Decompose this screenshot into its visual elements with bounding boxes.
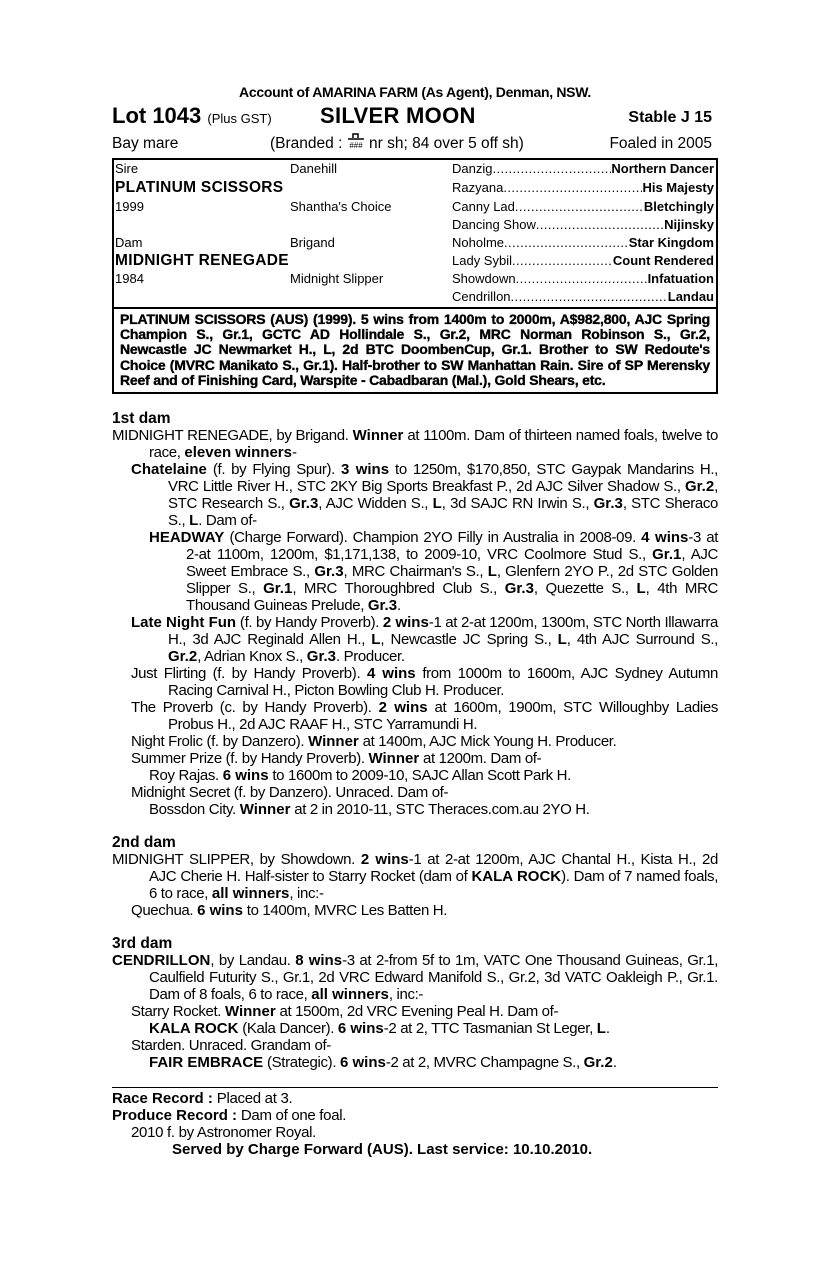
text: .: [605, 1020, 610, 1038]
text: (Kala Dancer).: [238, 1020, 338, 1038]
text: .: [612, 1054, 617, 1072]
family-entry: [112, 699, 718, 733]
records: [112, 1090, 718, 1158]
gst-note: (Plus GST): [207, 111, 272, 126]
produce-record-value: Dam of one foal.: [237, 1107, 347, 1125]
family-entry: [112, 427, 718, 461]
brand-prefix: (Branded :: [270, 135, 343, 152]
bold-text: Winner: [368, 750, 420, 768]
text: , 4th MRC Thousand Guineas Prelude,: [186, 580, 718, 615]
text: (f. by Flying Spur).: [206, 461, 341, 479]
service-note: Served by Charge Forward (AUS). Last service: 10.10.2010.: [172, 1141, 593, 1159]
family-entry: [112, 529, 718, 614]
bold-text: Gr.3: [504, 580, 534, 598]
bold-text: eleven winners: [184, 444, 292, 462]
stable-number: Stable J 15: [628, 109, 712, 126]
family-entry: [112, 801, 718, 818]
family-entry: [112, 1020, 718, 1037]
lot-line: [112, 102, 718, 130]
ancestor-dam: Lady Sybil: [452, 253, 512, 268]
bold-text: Gr.2: [583, 1054, 613, 1072]
lot-number: [112, 102, 272, 133]
race-record: [112, 1090, 718, 1107]
foaled-year: Foaled in 2005: [609, 135, 712, 152]
brand-mark-icon: [347, 131, 365, 151]
bold-text: Winner: [308, 733, 359, 751]
catalogue-page: [112, 82, 718, 1158]
family-section: [112, 935, 718, 1071]
brand-suffix: nr sh; 84 over 5 off sh): [369, 135, 524, 152]
dam-dam: Midnight Slipper: [290, 271, 384, 286]
bold-text: L: [432, 495, 442, 513]
bold-text: 4 wins: [366, 665, 416, 683]
dam-year: 1984: [115, 271, 144, 286]
text: , AJC Sweet Embrace S.,: [186, 546, 718, 581]
sire-year: 1999: [115, 199, 144, 214]
bold-text: L: [487, 563, 497, 581]
third-gen-row: [452, 252, 714, 270]
bold-text: Gr.3: [306, 648, 336, 666]
text: Summer Prize (f. by Handy Proverb).: [131, 750, 369, 768]
bold-text: all winners: [311, 986, 389, 1004]
bold-text: Gr.2: [168, 648, 198, 666]
text: from 1000m to 1600m, AJC Sydney Autumn Racing Carnival H., Picton Bowling Club H. Producer.: [168, 665, 718, 700]
text: -2 at 2, TTC Tasmanian St Leger,: [383, 1020, 597, 1038]
ancestor-sire: Northern Dancer: [611, 161, 714, 176]
bold-text: Late Night Fun: [131, 614, 237, 632]
text: , inc:-: [289, 885, 324, 903]
text: , inc:-: [388, 986, 424, 1004]
text: Quechua.: [131, 902, 198, 920]
text: (f. by Handy Proverb).: [236, 614, 383, 632]
family-section: [112, 834, 718, 919]
race-record-label: Race Record :: [112, 1090, 213, 1108]
family-entry: [112, 750, 718, 767]
text: to 1400m, MVRC Les Batten H.: [242, 902, 448, 920]
text: at 1100m. Dam of thirteen named foals, twelve to race,: [149, 427, 718, 462]
bold-text: L: [189, 512, 199, 530]
text: , 3d SAJC RN Irwin S.,: [441, 495, 594, 513]
lot-label: Lot 1043: [112, 103, 202, 128]
text: MIDNIGHT RENEGADE, by Brigand.: [112, 427, 353, 445]
text: Just Flirting (f. by Handy Proverb).: [131, 665, 367, 683]
bold-text: L: [557, 631, 567, 649]
horse-name: SILVER MOON: [320, 103, 476, 128]
text: , by Landau.: [210, 952, 296, 970]
ancestor-sire: Bletchingly: [643, 199, 714, 214]
text: , STC Research S.,: [168, 478, 718, 513]
ancestor-dam: Dancing Show: [452, 217, 536, 232]
text: -2 at 2, MVRC Champagne S.,: [385, 1054, 584, 1072]
text: (Charge Forward). Champion 2YO Filly in Australia in 2008-09.: [224, 529, 642, 547]
dot-leader: [512, 252, 613, 270]
section-heading: 2nd dam: [112, 834, 176, 852]
dot-leader: [504, 234, 629, 252]
text: MIDNIGHT SLIPPER, by Showdown.: [112, 851, 361, 869]
third-gen-row: [452, 234, 714, 252]
bold-text: FAIR EMBRACE: [149, 1054, 264, 1072]
family-entry: [112, 614, 718, 665]
text: to 1600m to 2009-10, SAJC Allan Scott Park H.: [268, 767, 571, 785]
text: Midnight Secret (f. by Danzero). Unraced. Dam of-: [131, 784, 449, 802]
bold-text: Winner: [352, 427, 404, 445]
family-entry: [112, 461, 718, 529]
dot-leader: [536, 216, 664, 234]
bold-text: Gr.1: [263, 580, 293, 598]
bold-text: Gr.3: [593, 495, 623, 513]
bold-text: Winner: [224, 1003, 276, 1021]
bold-text: L: [371, 631, 381, 649]
text: at 1200m. Dam of-: [419, 750, 542, 768]
text: , AJC Widden S.,: [318, 495, 433, 513]
dot-leader: [503, 179, 642, 197]
family-entry: [112, 1037, 718, 1054]
bold-text: KALA ROCK: [149, 1020, 239, 1038]
ancestor-sire: Star Kingdom: [628, 235, 714, 250]
text: at 1400m, AJC Mick Young H. Producer.: [358, 733, 617, 751]
family-entry: [112, 952, 718, 1003]
ancestor-dam: Canny Lad: [452, 199, 515, 214]
bold-text: L: [636, 580, 646, 598]
bold-text: Gr.1: [652, 546, 682, 564]
family-entry: [112, 1003, 718, 1020]
bold-text: 8 wins: [295, 952, 343, 970]
text: Roy Rajas.: [149, 767, 223, 785]
ancestor-sire: Infatuation: [647, 271, 714, 286]
dot-leader: [516, 270, 648, 288]
description-line: [112, 130, 718, 158]
family-entry: [112, 902, 718, 919]
bold-text: 6 wins: [337, 1020, 384, 1038]
bold-text: 2 wins: [382, 614, 429, 632]
bold-text: 2 wins: [360, 851, 409, 869]
text: -3 at 2-at 1100m, 1200m, $1,171,138, to 2009-10, VRC Coolmore Stud S.,: [186, 529, 719, 564]
section-heading: 1st dam: [112, 410, 171, 428]
bold-text: 6 wins: [339, 1054, 386, 1072]
text: at 1600m, 1900m, STC Willoughby Ladies Probus H., 2d AJC RAAF H., STC Yarramundi H.: [168, 699, 718, 734]
race-record-value: Placed at 3.: [212, 1090, 293, 1108]
text: Starden. Unraced. Grandam of-: [131, 1037, 331, 1055]
bold-text: Winner: [239, 801, 291, 819]
text: , 4th AJC Surround S.,: [566, 631, 718, 649]
bold-text: L: [596, 1020, 606, 1038]
text: .: [397, 597, 401, 615]
text: -1 at 2-at 1200m, AJC Chantal H., Kista H., 2d AJC Cherie H. Half-sister to Starry Rocket (dam of: [149, 851, 718, 886]
text: , Glenfern 2YO P., 2d STC Golden Slipper S.,: [186, 563, 718, 598]
divider: [112, 1087, 718, 1088]
bold-text: 3 wins: [341, 461, 390, 479]
sire-sire: Danehill: [290, 161, 337, 176]
bold-text: KALA ROCK: [471, 868, 562, 886]
ancestor-dam: Noholme: [452, 235, 505, 250]
text: . Producer.: [335, 648, 405, 666]
ancestor-sire: Landau: [667, 289, 714, 304]
sire-label: Sire: [115, 161, 139, 176]
ancestor-sire: Count Rendered: [612, 253, 714, 268]
family-entry: [112, 784, 718, 801]
pedigree-table: [112, 158, 718, 309]
brand-description: [270, 130, 524, 158]
text: Night Frolic (f. by Danzero).: [131, 733, 309, 751]
colour-sex: Bay mare: [112, 135, 179, 152]
text: Starry Rocket.: [131, 1003, 225, 1021]
text: -3 at 2-from 5f to 1m, VATC One Thousand Guineas, Gr.1, Caulfield Futurity S., Gr.1, 2d VRC Edward Manifold S., Gr.2, 3d VATC Oakleigh P., Gr.1. Dam of 8 foals, 6 to race,: [149, 952, 719, 1004]
bold-text: 2 wins: [378, 699, 428, 717]
section-heading: 3rd dam: [112, 935, 173, 953]
sire-blurb: PLATINUM SCISSORS (AUS) (1999). 5 wins from 1400m to 2000m, A$982,800, AJC Spring Champion S., Gr.1, GCTC AD Hollindale S., Gr.2, MRC Norman Robinson S., Gr.2, Newcastle JC Newmarket H., L, 2d BTC DoombenCup, Gr.1. Brother to SW Redoute's Choice (MVRC Manikato S., Gr.1). Half-brother to SW Manhattan Rain. Sire of SP Merensky Reef and of Finishing Card, Warspite - Cabadbaran (Mal.), Gold Shears, etc.: [112, 309, 718, 394]
ancestor-dam: Razyana: [452, 180, 504, 195]
bold-text: Chatelaine: [131, 461, 207, 479]
family-entry: [112, 851, 718, 902]
bold-text: CENDRILLON: [112, 952, 211, 970]
dam-name: MIDNIGHT RENEGADE: [115, 252, 289, 269]
text: Bossdon City.: [149, 801, 240, 819]
third-gen-row: [452, 216, 714, 234]
dot-leader: [492, 160, 611, 178]
dam-label: Dam: [115, 235, 143, 250]
sire-name: PLATINUM SCISSORS: [115, 179, 284, 196]
text: , Newcastle JC Spring S.,: [380, 631, 558, 649]
third-gen-row: [452, 270, 714, 288]
text: , Quezette S.,: [533, 580, 637, 598]
sire-dam: Shantha's Choice: [290, 199, 392, 214]
text: ). Dam of 7 named foals, 6 to race,: [149, 868, 719, 903]
bold-text: 4 wins: [641, 529, 689, 547]
dot-leader: [515, 198, 644, 216]
text: to 1250m, $170,850, STC Gaypak Mandarins H., VRC Little River H., STC 2KY Big Sports Breakfast P., 2d AJC Silver Shadow S.,: [168, 461, 718, 496]
text: The Proverb (c. by Handy Proverb).: [131, 699, 379, 717]
ancestor-sire: Nijinsky: [664, 217, 714, 232]
produce-record: [112, 1107, 718, 1124]
ancestor-dam: Cendrillon: [452, 289, 511, 304]
family-entry: [112, 767, 718, 784]
bold-text: all winners: [211, 885, 290, 903]
family-section: [112, 410, 718, 818]
ancestor-dam: Danzig: [452, 161, 493, 176]
svg-text:###: ###: [349, 141, 363, 150]
ancestor-dam: Showdown: [452, 271, 516, 286]
text: at 2 in 2010-11, STC Theraces.com.au 2YO H.: [290, 801, 590, 819]
dam-sire: Brigand: [290, 235, 335, 250]
third-gen-row: [452, 288, 714, 306]
text: at 1500m, 2d VRC Evening Peal H. Dam of-: [275, 1003, 559, 1021]
bold-text: 6 wins: [197, 902, 243, 920]
ancestor-sire: His Majesty: [642, 180, 714, 195]
family-entry: [112, 733, 718, 750]
text: , MRC Thoroughbred Club S.,: [292, 580, 505, 598]
vendor-line: Account of AMARINA FARM (As Agent), Denman, NSW.: [239, 84, 591, 100]
text: -: [291, 444, 297, 462]
text: , Adrian Knox S.,: [197, 648, 307, 666]
bold-text: 6 wins: [222, 767, 269, 785]
bold-text: HEADWAY: [149, 529, 225, 547]
text: . Dam of-: [198, 512, 257, 530]
third-gen-row: [452, 179, 714, 197]
text: , MRC Chairman's S.,: [343, 563, 488, 581]
family-entry: [112, 665, 718, 699]
bold-text: Gr.2: [684, 478, 715, 496]
text: (Strategic).: [263, 1054, 340, 1072]
produce-item: 2010 f. by Astronomer Royal.: [131, 1124, 317, 1142]
bold-text: Gr.3: [289, 495, 319, 513]
produce-record-label: Produce Record :: [112, 1107, 238, 1125]
family-entry: [112, 1054, 718, 1071]
text: -1 at 2-at 1200m, 1300m, STC North Illawarra H., 3d AJC Reginald Allen H.,: [168, 614, 718, 649]
dot-leader: [511, 288, 668, 306]
third-gen-row: [452, 160, 714, 178]
third-gen-row: [452, 198, 714, 216]
bold-text: Gr.3: [367, 597, 398, 615]
bold-text: Gr.3: [314, 563, 344, 581]
text: , STC Sheraco S.,: [168, 495, 718, 530]
